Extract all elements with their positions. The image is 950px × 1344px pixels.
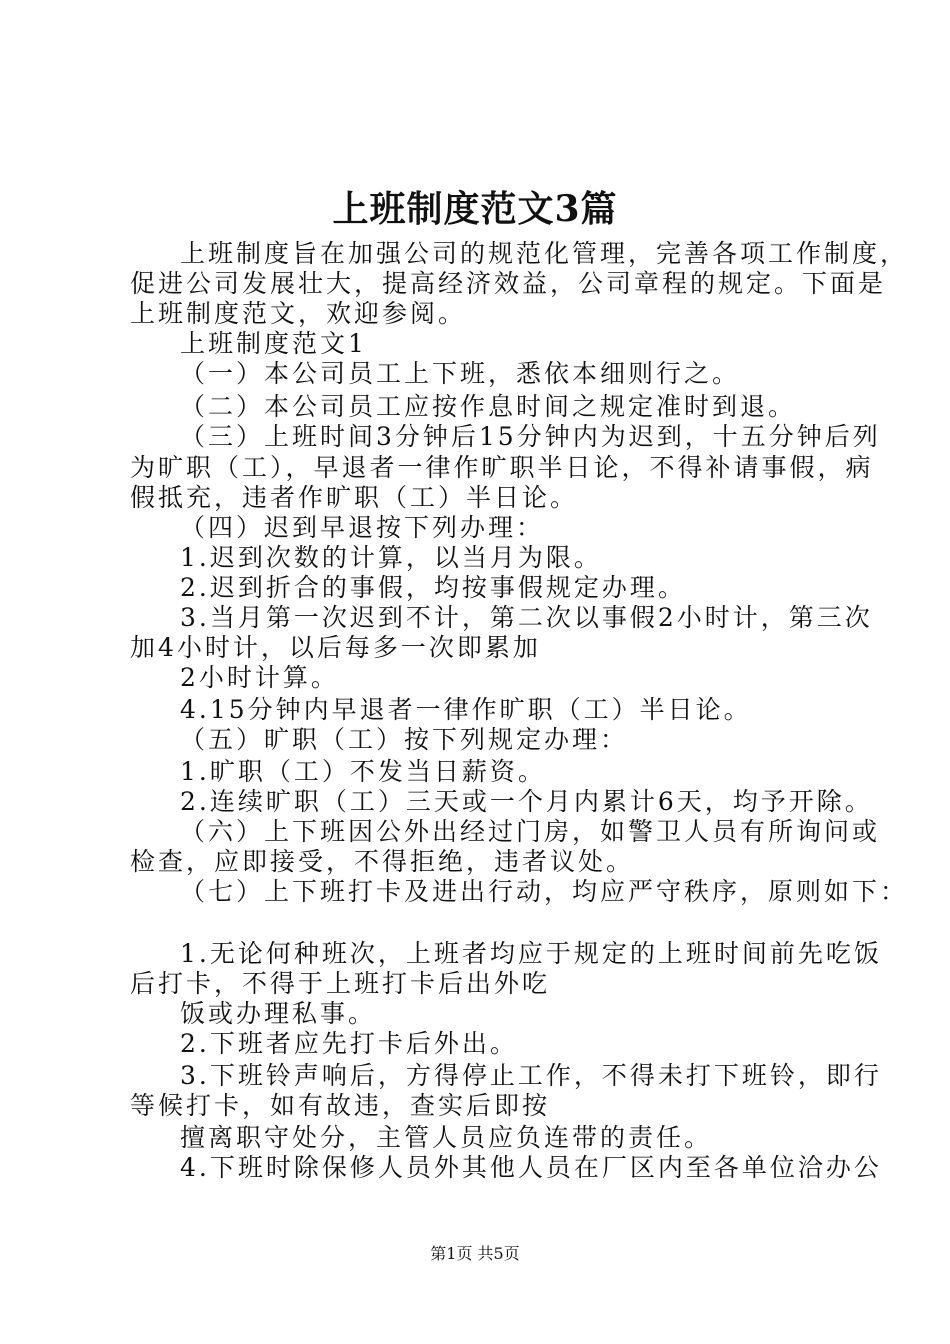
- paragraph-line: 3.当月第一次迟到不计，第二次以事假2小时计，第三次: [180, 603, 873, 632]
- paragraph-line: 检查，应即接受，不得拒绝，违者议处。: [130, 847, 635, 876]
- paragraph-line: 1.旷职（工）不发当日薪资。: [180, 757, 546, 786]
- paragraph-line: 2.下班者应先打卡后外出。: [180, 1029, 518, 1058]
- page-footer: 第1页 共5页: [430, 1244, 520, 1263]
- paragraph-line: 上班制度旨在加强公司的规范化管理，完善各项工作制度，: [180, 239, 909, 268]
- paragraph-line: 加4小时计，以后每多一次即累加: [130, 633, 541, 662]
- paragraph-line: 2.连续旷职（工）三天或一个月内累计6天，均予开除。: [180, 787, 873, 816]
- paragraph-line: 饭或办理私事。: [180, 999, 377, 1028]
- paragraph-line: 擅离职守处分，主管人员应负连带的责任。: [180, 1123, 713, 1152]
- paragraph-line: 假抵充，违者作旷职（工）半日论。: [130, 483, 579, 512]
- paragraph-line: 1.无论何种班次，上班者均应于规定的上班时间前先吃饭: [180, 939, 882, 968]
- paragraph-line: 1.迟到次数的计算，以当月为限。: [180, 543, 602, 572]
- paragraph-line: 2小时计算。: [180, 663, 339, 692]
- paragraph-line: 4.下班时除保修人员外其他人员在厂区内至各单位洽办公: [180, 1153, 882, 1182]
- paragraph-line: 4.15分钟内早退者一律作旷职（工）半日论。: [180, 695, 752, 724]
- paragraph-line: （四）迟到早退按下列办理：: [180, 513, 545, 542]
- section-heading: 上班制度范文1: [180, 329, 367, 358]
- paragraph-line: 促进公司发展壮大，提高经济效益，公司章程的规定。下面是: [130, 269, 887, 298]
- paragraph-line: （五）旷职（工）按下列规定办理：: [180, 725, 629, 754]
- paragraph-line: 后打卡，不得于上班打卡后出外吃: [130, 969, 551, 998]
- paragraph-line: 为旷职（工），早退者一律作旷职半日论，不得补请事假，病: [130, 453, 874, 482]
- paragraph-line: （二）本公司员工应按作息时间之规定准时到退。: [180, 392, 797, 421]
- paragraph-line: （三）上班时间3分钟后15分钟内为迟到，十五分钟后列: [180, 422, 881, 451]
- paragraph-line: 3.下班铃声响后，方得停止工作，不得未打下班铃，即行: [180, 1061, 882, 1090]
- paragraph-line: （一）本公司员工上下班，悉依本细则行之。: [180, 359, 741, 388]
- paragraph-line: 上班制度范文，欢迎参阅。: [130, 299, 467, 328]
- paragraph-line: （七）上下班打卡及进出行动，均应严守秩序，原则如下：: [180, 877, 909, 906]
- page-title: 上班制度范文3篇: [332, 188, 618, 230]
- paragraph-line: （六）上下班因公外出经过门房，如警卫人员有所询问或: [180, 817, 881, 846]
- paragraph-line: 2.迟到折合的事假，均按事假规定办理。: [180, 573, 686, 602]
- paragraph-line: 等候打卡，如有故违，查实后即按: [130, 1091, 551, 1120]
